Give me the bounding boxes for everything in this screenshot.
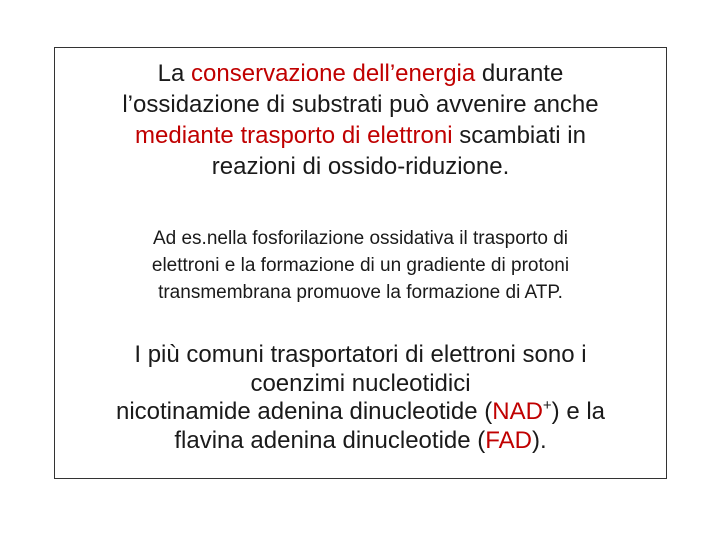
nad-label: NAD — [492, 398, 543, 425]
p3-line4-text-c: ). — [531, 426, 547, 454]
p3-line3 — [116, 398, 605, 425]
p3-line2: coenzimi nucleotidici — [250, 369, 471, 397]
example-paragraph — [55, 225, 666, 306]
p1-line4: reazioni di ossido-riduzione. — [211, 153, 510, 180]
p3-line3-text-a: nicotinamide adenina dinucleotide ( — [115, 398, 493, 425]
highlight-electron-transport: mediante trasporto di elettroni — [135, 122, 453, 149]
p3-line3-text-c: ) e la — [551, 398, 606, 425]
p1-line1-text-a: La — [157, 60, 192, 87]
p1-line3-text-b: scambiati in — [452, 122, 586, 149]
p1-line1 — [158, 60, 564, 87]
nad-superscript: + — [542, 397, 552, 414]
p1-line2: l’ossidazione di substrati può avvenire anche — [122, 91, 599, 118]
p3-line4-text-a: flavina adenina dinucleotide ( — [174, 426, 486, 454]
p2-line1: Ad es.nella fosforilazione ossidativa il trasporto di — [152, 228, 569, 249]
p3-line1: I più comuni trasportatori di elettroni sono i — [134, 341, 587, 368]
p2-line3: transmembrana promuove la formazione di ATP. — [158, 282, 563, 303]
carriers-paragraph — [55, 341, 666, 455]
text-box — [54, 47, 667, 479]
p1-line1-text-c: durante — [475, 60, 564, 87]
conservation-paragraph — [55, 58, 666, 182]
p1-line3 — [135, 122, 586, 149]
highlight-conservation: conservazione dell’energia — [191, 60, 476, 87]
fad-label: FAD — [485, 426, 532, 454]
p3-line4 — [174, 427, 546, 454]
p2-line2: elettroni e la formazione di un gradiente di protoni — [151, 255, 570, 276]
